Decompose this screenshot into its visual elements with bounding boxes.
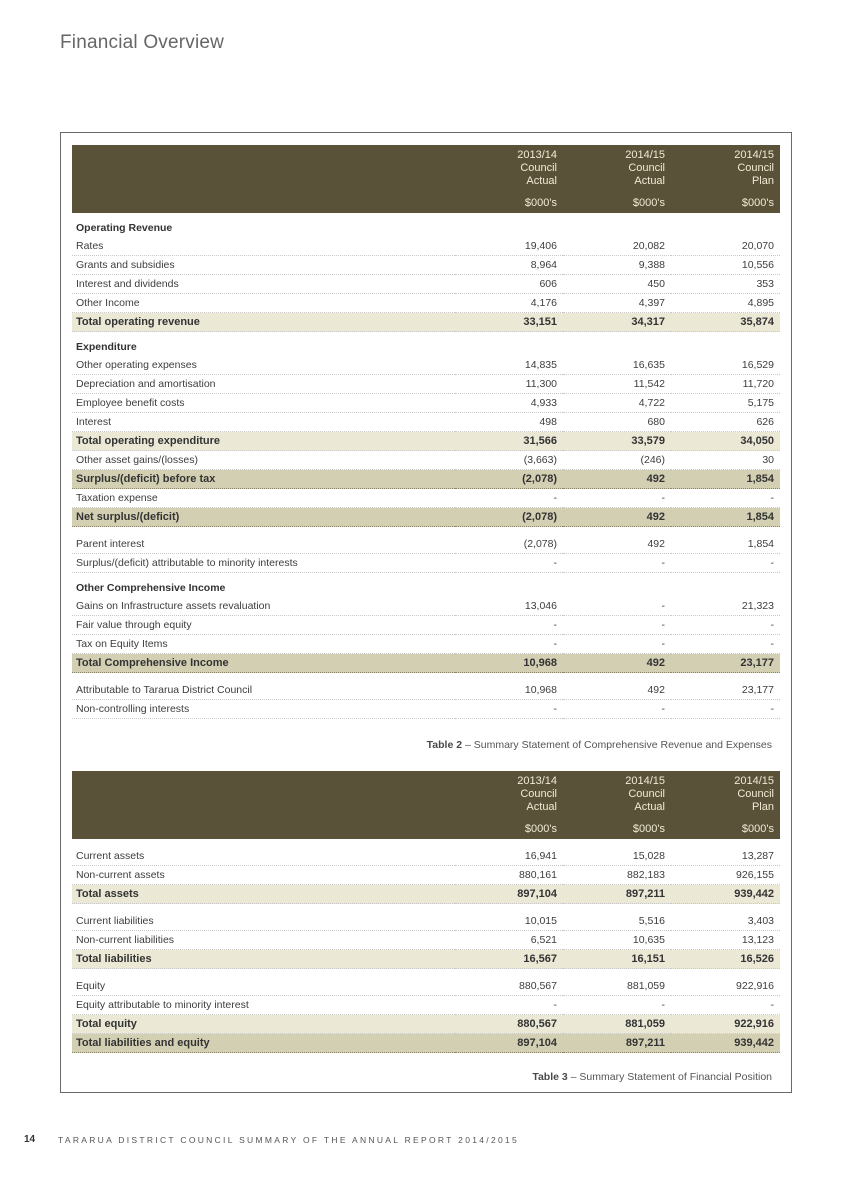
total-row [72, 1034, 780, 1053]
value-cell: - [563, 616, 671, 635]
value-cell: 353 [671, 275, 780, 294]
row-label [72, 527, 455, 536]
row-label: Employee benefit costs [72, 394, 455, 413]
row-label [72, 839, 455, 847]
value-cell: 4,176 [455, 294, 563, 313]
table-row [72, 256, 780, 275]
row-label: Expenditure [76, 341, 137, 353]
value-cell: - [563, 700, 671, 719]
value-cell: - [455, 700, 563, 719]
unit-label: $000's [671, 817, 780, 839]
value-cell: 939,442 [671, 1034, 780, 1053]
table-row [72, 996, 780, 1015]
value-cell: 4,722 [563, 394, 671, 413]
value-cell: 11,720 [671, 375, 780, 394]
value-cell: (2,078) [455, 508, 563, 527]
value-cell [671, 673, 780, 682]
value-cell: 4,397 [563, 294, 671, 313]
row-label: Total assets [72, 885, 455, 904]
table-row [72, 847, 780, 866]
value-cell [563, 527, 671, 536]
value-cell: 881,059 [563, 1015, 671, 1034]
value-cell: 14,835 [455, 356, 563, 375]
header-blank [72, 145, 455, 191]
value-cell: 16,526 [671, 950, 780, 969]
value-cell [563, 673, 671, 682]
value-cell: - [563, 489, 671, 508]
value-cell: 881,059 [563, 977, 671, 996]
value-cell [455, 969, 563, 978]
value-cell: 626 [671, 413, 780, 432]
row-label: Other Income [72, 294, 455, 313]
table-row [72, 597, 780, 616]
value-cell [671, 213, 780, 237]
value-cell: 492 [563, 654, 671, 673]
value-cell: 33,579 [563, 432, 671, 451]
value-cell: 13,046 [455, 597, 563, 616]
spacer-row [72, 527, 780, 536]
value-cell: 897,104 [455, 885, 563, 904]
value-cell [671, 839, 780, 847]
row-label: Total operating expenditure [72, 432, 455, 451]
value-cell: 680 [563, 413, 671, 432]
row-label: Total liabilities [72, 950, 455, 969]
value-cell: 35,874 [671, 313, 780, 332]
total-row [72, 654, 780, 673]
value-cell: 16,635 [563, 356, 671, 375]
row-label: Current liabilities [72, 912, 455, 931]
table-row [72, 931, 780, 950]
value-cell: - [563, 996, 671, 1015]
value-cell: 10,556 [671, 256, 780, 275]
value-cell: 13,287 [671, 847, 780, 866]
table-row [72, 356, 780, 375]
row-label: Interest [72, 413, 455, 432]
row-label: Net surplus/(deficit) [72, 508, 455, 527]
value-cell [671, 332, 780, 357]
value-cell: 15,028 [563, 847, 671, 866]
row-label: Interest and dividends [72, 275, 455, 294]
value-cell: 880,567 [455, 977, 563, 996]
spacer-row [72, 839, 780, 847]
value-cell [671, 527, 780, 536]
table-row [72, 394, 780, 413]
column-header: 2014/15 Council Actual [563, 771, 671, 817]
table-row [72, 451, 780, 470]
row-label [72, 673, 455, 682]
value-cell: 16,941 [455, 847, 563, 866]
value-cell: - [671, 635, 780, 654]
value-cell: 23,177 [671, 681, 780, 700]
row-label: Total Comprehensive Income [72, 654, 455, 673]
unit-label: $000's [563, 191, 671, 213]
value-cell: 606 [455, 275, 563, 294]
total-row [72, 432, 780, 451]
value-cell [563, 839, 671, 847]
row-label: Parent interest [72, 535, 455, 554]
spacer-row [72, 969, 780, 978]
row-label: Fair value through equity [72, 616, 455, 635]
value-cell: 16,151 [563, 950, 671, 969]
row-label: Grants and subsidies [72, 256, 455, 275]
page-heading: Financial Overview [60, 32, 225, 53]
value-cell [563, 904, 671, 913]
value-cell: 498 [455, 413, 563, 432]
value-cell: 10,968 [455, 654, 563, 673]
table-row [72, 535, 780, 554]
row-label: Current assets [72, 847, 455, 866]
value-cell: 8,964 [455, 256, 563, 275]
value-cell: (3,663) [455, 451, 563, 470]
value-cell [455, 573, 563, 598]
value-cell: (246) [563, 451, 671, 470]
value-cell: 33,151 [455, 313, 563, 332]
column-header: 2013/14 Council Actual [455, 771, 563, 817]
table-3-caption: Table 3 – Summary Statement of Financial Position [532, 1071, 772, 1083]
comprehensive-revenue-table [72, 145, 780, 719]
row-label: Rates [72, 237, 455, 256]
unit-label: $000's [671, 191, 780, 213]
value-cell: 922,916 [671, 977, 780, 996]
value-cell [455, 673, 563, 682]
table-row [72, 294, 780, 313]
value-cell: - [455, 996, 563, 1015]
value-cell [455, 839, 563, 847]
value-cell: - [671, 700, 780, 719]
value-cell: (2,078) [455, 535, 563, 554]
value-cell [563, 969, 671, 978]
section-header-row [72, 213, 780, 237]
value-cell: - [455, 616, 563, 635]
value-cell: 4,895 [671, 294, 780, 313]
row-label: Equity [72, 977, 455, 996]
value-cell: - [671, 996, 780, 1015]
page-footer [0, 1134, 847, 1154]
value-cell: 1,854 [671, 470, 780, 489]
table-row [72, 489, 780, 508]
value-cell: 492 [563, 681, 671, 700]
value-cell: 926,155 [671, 866, 780, 885]
value-cell: - [671, 616, 780, 635]
value-cell: 13,123 [671, 931, 780, 950]
row-label: Attributable to Tararua District Council [72, 681, 455, 700]
footer-text: TARARUA DISTRICT COUNCIL SUMMARY OF THE ANNUAL REPORT 2014/2015 [58, 1135, 520, 1145]
unit-label: $000's [563, 817, 671, 839]
row-label: Other asset gains/(losses) [72, 451, 455, 470]
row-label: Other operating expenses [72, 356, 455, 375]
row-label: Surplus/(deficit) attributable to minority interests [72, 554, 455, 573]
value-cell: - [455, 554, 563, 573]
value-cell [563, 332, 671, 357]
value-cell: 9,388 [563, 256, 671, 275]
value-cell: 10,635 [563, 931, 671, 950]
value-cell: - [671, 489, 780, 508]
financial-position-table [72, 771, 780, 1053]
total-row [72, 508, 780, 527]
value-cell: 16,567 [455, 950, 563, 969]
value-cell: 11,542 [563, 375, 671, 394]
row-label: Operating Revenue [76, 222, 173, 234]
value-cell: - [455, 489, 563, 508]
value-cell: 20,082 [563, 237, 671, 256]
value-cell: 3,403 [671, 912, 780, 931]
table-row [72, 237, 780, 256]
total-row [72, 885, 780, 904]
total-row [72, 470, 780, 489]
value-cell: 34,050 [671, 432, 780, 451]
value-cell: 1,854 [671, 535, 780, 554]
page-number: 14 [24, 1134, 36, 1145]
row-label: Tax on Equity Items [72, 635, 455, 654]
total-row [72, 313, 780, 332]
value-cell: - [671, 554, 780, 573]
value-cell: 4,933 [455, 394, 563, 413]
value-cell: 5,175 [671, 394, 780, 413]
value-cell: - [563, 597, 671, 616]
table-row [72, 554, 780, 573]
value-cell: 6,521 [455, 931, 563, 950]
table-row [72, 275, 780, 294]
unit-label: $000's [455, 817, 563, 839]
row-label [72, 969, 455, 978]
row-label: Taxation expense [72, 489, 455, 508]
value-cell [455, 213, 563, 237]
column-header: 2014/15 Council Actual [563, 145, 671, 191]
value-cell [671, 904, 780, 913]
value-cell: 897,211 [563, 1034, 671, 1053]
column-header: 2013/14 Council Actual [455, 145, 563, 191]
unit-label: $000's [455, 191, 563, 213]
value-cell: 492 [563, 535, 671, 554]
row-label: Equity attributable to minority interest [72, 996, 455, 1015]
value-cell: 21,323 [671, 597, 780, 616]
row-label: Surplus/(deficit) before tax [72, 470, 455, 489]
column-header: 2014/15 Council Plan [671, 771, 780, 817]
table-2-caption: Table 2 – Summary Statement of Comprehensive Revenue and Expenses [426, 739, 772, 751]
value-cell: 922,916 [671, 1015, 780, 1034]
value-cell: 897,104 [455, 1034, 563, 1053]
table-row [72, 375, 780, 394]
value-cell [563, 213, 671, 237]
row-label [72, 904, 455, 913]
section-header-row [72, 573, 780, 598]
column-header: 2014/15 Council Plan [671, 145, 780, 191]
row-label: Non-controlling interests [72, 700, 455, 719]
value-cell: - [455, 635, 563, 654]
value-cell: 492 [563, 470, 671, 489]
row-label: Total equity [72, 1015, 455, 1034]
value-cell: 492 [563, 508, 671, 527]
value-cell: 880,161 [455, 866, 563, 885]
value-cell [455, 332, 563, 357]
value-cell: 31,566 [455, 432, 563, 451]
value-cell [455, 904, 563, 913]
value-cell: 11,300 [455, 375, 563, 394]
spacer-row [72, 904, 780, 913]
value-cell: 882,183 [563, 866, 671, 885]
value-cell [671, 573, 780, 598]
spacer-row [72, 673, 780, 682]
row-label: Total operating revenue [72, 313, 455, 332]
table-row [72, 912, 780, 931]
table-row [72, 635, 780, 654]
value-cell: - [563, 635, 671, 654]
value-cell: (2,078) [455, 470, 563, 489]
value-cell: 10,968 [455, 681, 563, 700]
value-cell [671, 969, 780, 978]
row-label: Total liabilities and equity [72, 1034, 455, 1053]
table-row [72, 866, 780, 885]
table-row [72, 616, 780, 635]
value-cell: - [563, 554, 671, 573]
row-label: Non-current assets [72, 866, 455, 885]
table-row [72, 977, 780, 996]
value-cell: 5,516 [563, 912, 671, 931]
total-row [72, 1015, 780, 1034]
value-cell: 16,529 [671, 356, 780, 375]
row-label: Depreciation and amortisation [72, 375, 455, 394]
row-label: Non-current liabilities [72, 931, 455, 950]
value-cell: 880,567 [455, 1015, 563, 1034]
table-row [72, 681, 780, 700]
value-cell [455, 527, 563, 536]
value-cell: 23,177 [671, 654, 780, 673]
table-row [72, 413, 780, 432]
value-cell: 450 [563, 275, 671, 294]
value-cell: 1,854 [671, 508, 780, 527]
value-cell: 939,442 [671, 885, 780, 904]
value-cell: 30 [671, 451, 780, 470]
section-header-row [72, 332, 780, 357]
value-cell: 10,015 [455, 912, 563, 931]
row-label: Other Comprehensive Income [76, 582, 226, 594]
row-label: Gains on Infrastructure assets revaluation [72, 597, 455, 616]
header-blank [72, 771, 455, 817]
value-cell [563, 573, 671, 598]
table-row [72, 700, 780, 719]
value-cell: 20,070 [671, 237, 780, 256]
total-row [72, 950, 780, 969]
value-cell: 34,317 [563, 313, 671, 332]
value-cell: 19,406 [455, 237, 563, 256]
value-cell: 897,211 [563, 885, 671, 904]
